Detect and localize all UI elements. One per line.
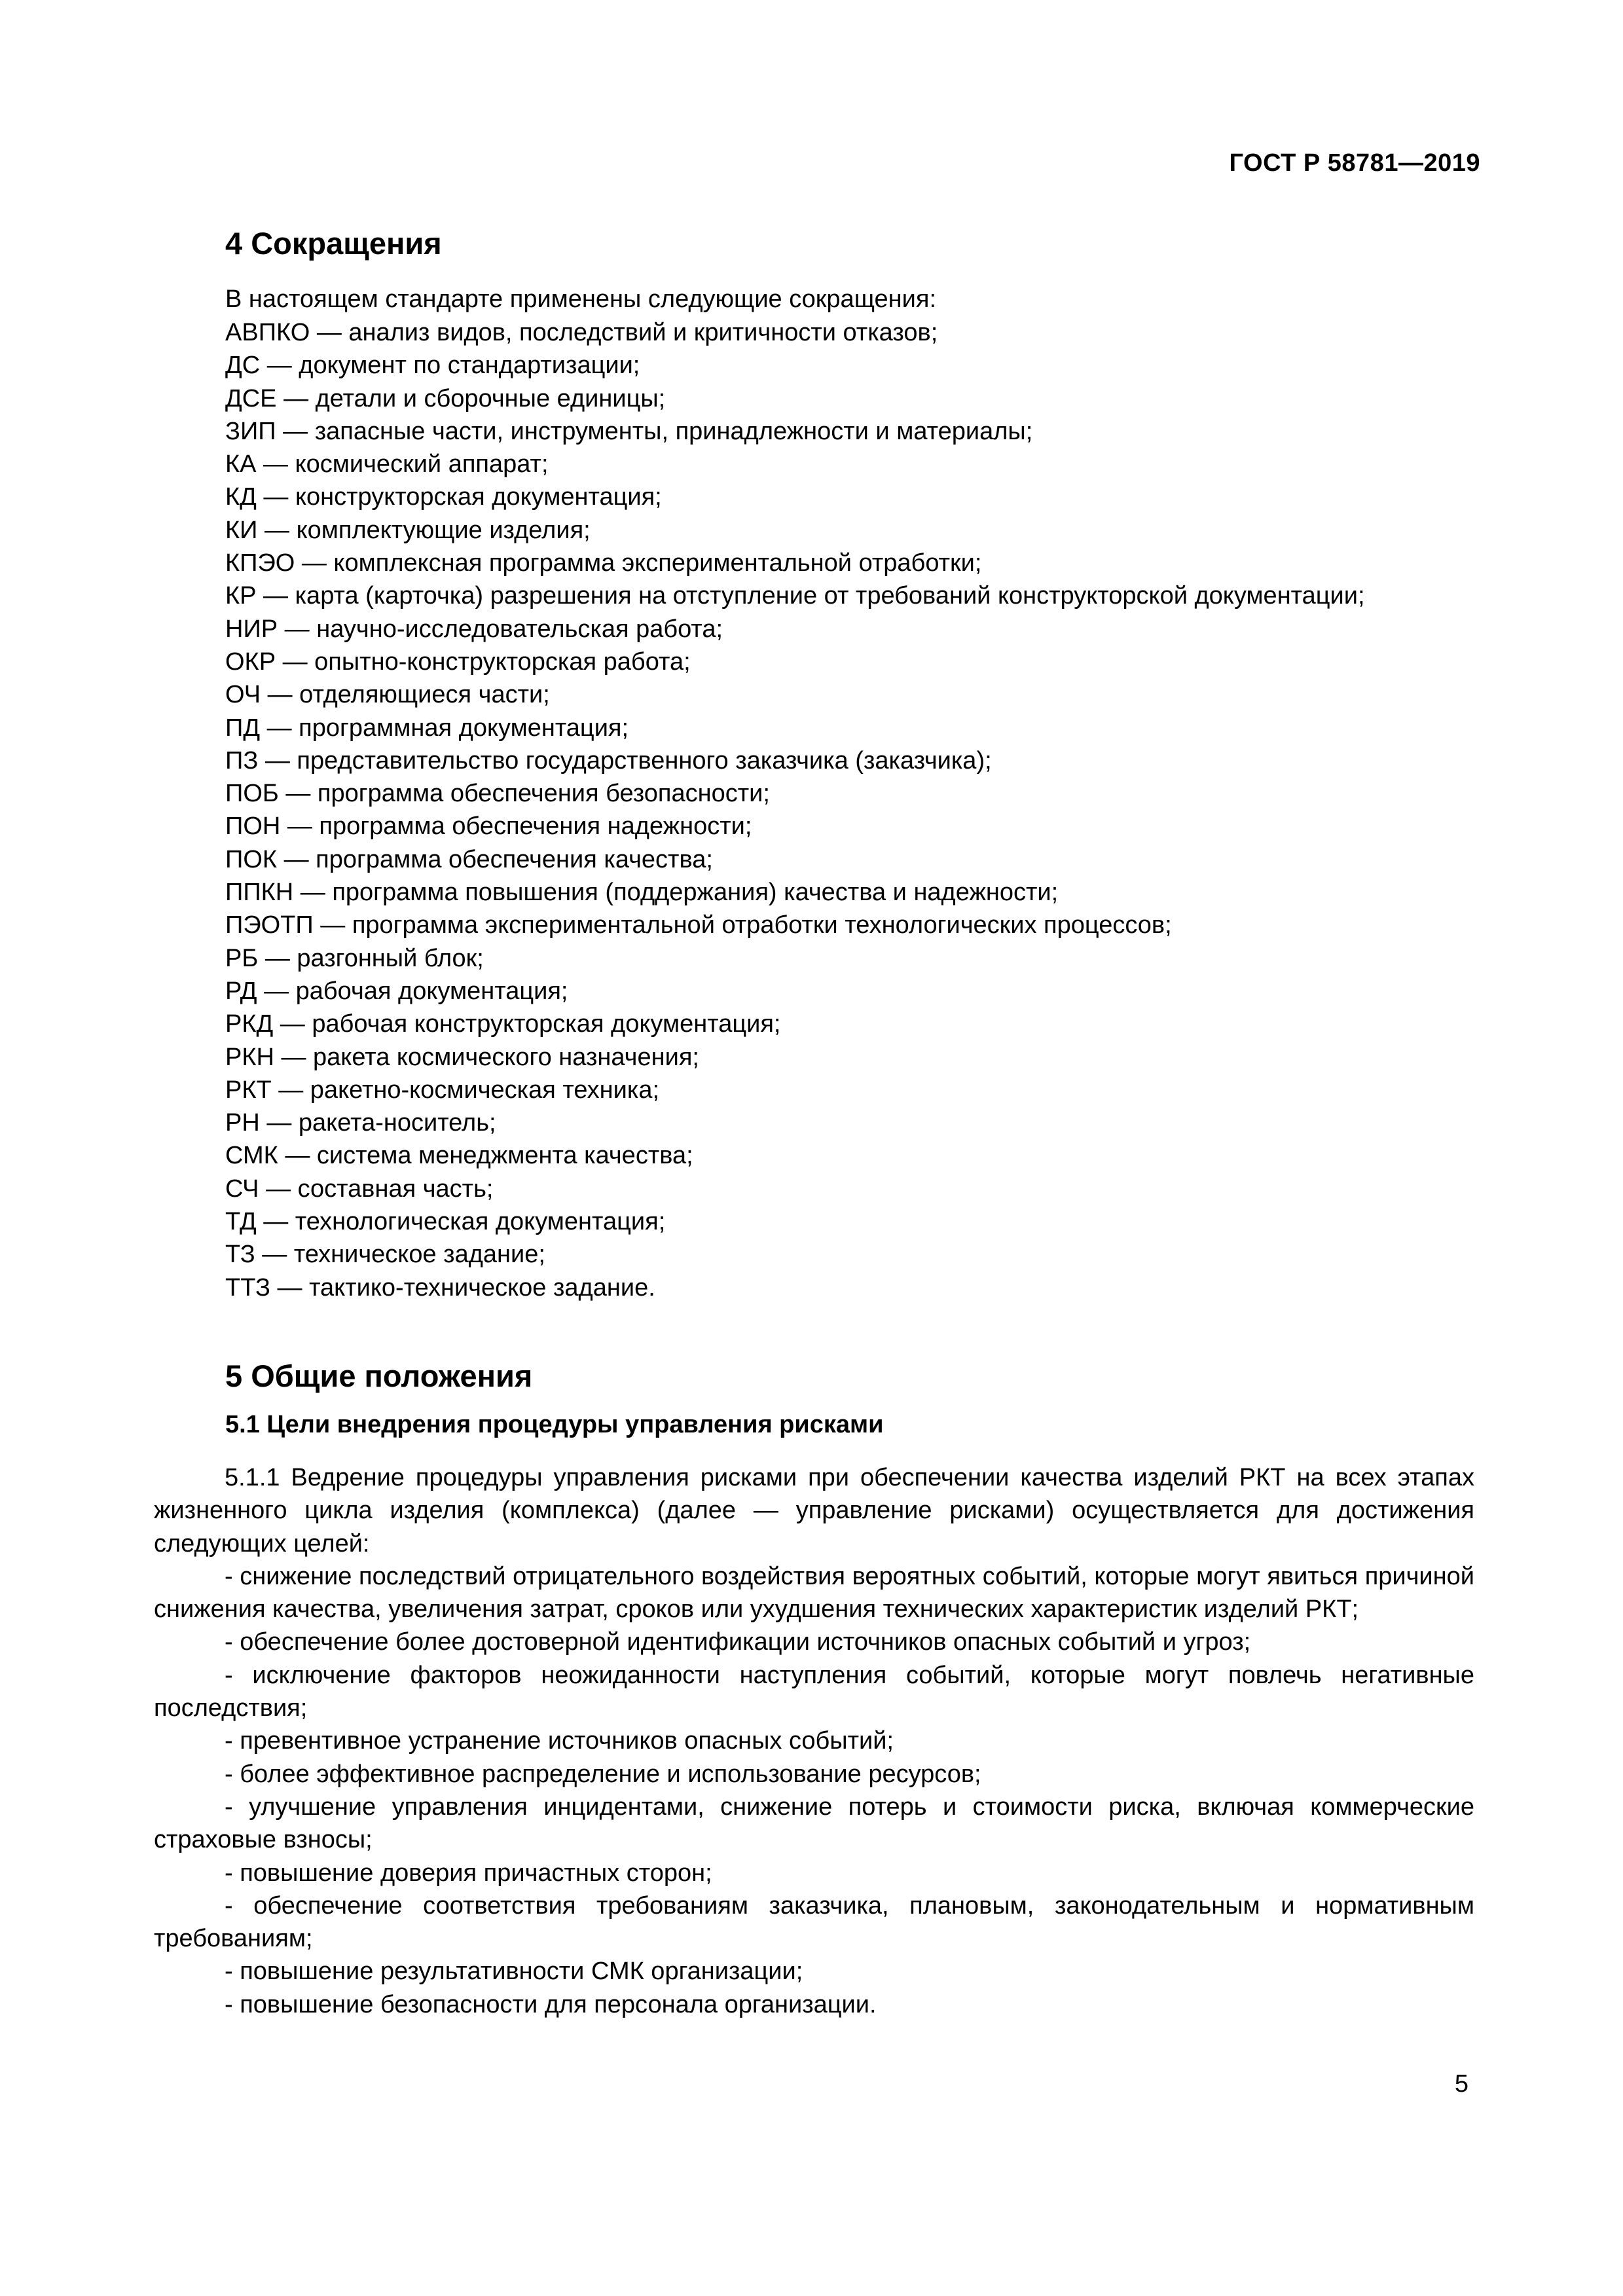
abbreviation-item: ПЭОТП — программа экспериментальной отработки технологических процессов; — [225, 911, 1172, 939]
abbreviation-item: СЧ — составная часть; — [225, 1175, 494, 1203]
abbreviation-item: РКН — ракета космического назначения; — [225, 1043, 699, 1071]
abbreviation-item: ДС — документ по стандартизации; — [225, 352, 640, 380]
subsection-5-1-title: 5.1 Цели внедрения процедуры управления рисками — [225, 1411, 884, 1438]
abbreviation-item: ТТЗ — тактико-техническое задание. — [225, 1273, 655, 1302]
goal-item: - превентивное устранение источников опасных событий; — [225, 1727, 894, 1755]
goal-item: - более эффективное распределение и использование ресурсов; — [225, 1760, 981, 1788]
section-5-body — [154, 1461, 1474, 2021]
goal-item: - повышение безопасности для персонала организации. — [225, 1990, 877, 2018]
goal-item: - снижение последствий отрицательного воздействия вероятных событий, которые могут явиться причиной снижения качества, увеличения затрат, сроков или ухудшения технических характеристик изделий РКТ; — [154, 1562, 1474, 1624]
page-number: 5 — [1454, 2070, 1468, 2098]
abbreviation-item: ТЗ — техническое задание; — [225, 1241, 545, 1269]
abbreviation-item: ДСЕ — детали и сборочные единицы; — [225, 384, 666, 412]
abbreviation-item: РН — ракета-носитель; — [225, 1109, 496, 1137]
abbreviation-item: ПЗ — представительство государственного заказчика (заказчика); — [225, 746, 992, 774]
goal-item: - повышение доверия причастных сторон; — [225, 1859, 712, 1887]
goals-list — [154, 1560, 1474, 2021]
abbreviation-item: ТД — технологическая документация; — [225, 1208, 666, 1236]
section-5-title: 5 Общие положения — [225, 1358, 533, 1393]
abbreviation-item: ОКР — опытно-конструкторская работа; — [225, 647, 691, 676]
goal-item: - исключение факторов неожиданности наступления событий, которые могут повлечь негативные последствия; — [154, 1661, 1474, 1722]
abbreviations-list — [225, 316, 1365, 1304]
abbreviation-item: ПОН — программа обеспечения надежности; — [225, 812, 752, 841]
abbreviation-item: АВПКО — анализ видов, последствий и критичности отказов; — [225, 319, 938, 346]
abbreviation-item: КД — конструкторская документация; — [225, 483, 662, 511]
abbreviation-item: КИ — комплектующие изделия; — [225, 516, 591, 544]
abbreviation-item: РД — рабочая документация; — [225, 977, 568, 1005]
abbreviation-item: КР — карта (карточка) разрешения на отступление от требований конструкторской документации; — [225, 582, 1365, 610]
abbreviations-intro: В настоящем стандарте применены следующие сокращения: — [225, 285, 937, 313]
abbreviation-item: ПОБ — программа обеспечения безопасности; — [225, 780, 770, 808]
abbreviation-item: ППКН — программа повышения (поддержания) качества и надежности; — [225, 879, 1059, 907]
document-code: ГОСТ Р 58781—2019 — [1229, 149, 1480, 177]
abbreviation-item: ПОК — программа обеспечения качества; — [225, 845, 713, 873]
abbreviation-item: РКТ — ракетно-космическая техника; — [225, 1076, 660, 1104]
paragraph-5-1-1: 5.1.1 Ведрение процедуры управления рисками при обеспечении качества изделий РКТ на всех этапах жизненного цикла изделия (комплекса) (далее — управление рисками) осуществляется для достижения следующих целей: — [154, 1464, 1474, 1558]
abbreviation-item: КА — космический аппарат; — [225, 450, 549, 479]
abbreviation-item: КПЭО — комплексная программа экспериментальной отработки; — [225, 549, 982, 577]
abbreviation-item: ПД — программная документация; — [225, 714, 629, 742]
goal-item: - улучшение управления инцидентами, снижение потерь и стоимости риска, включая коммерческие страховые взносы; — [154, 1793, 1474, 1854]
goal-item: - повышение результативности СМК организации; — [225, 1958, 803, 1986]
goal-item: - обеспечение соответствия требованиям заказчика, плановым, законодательным и нормативным требованиям; — [154, 1891, 1474, 1953]
abbreviation-item: ОЧ — отделяющиеся части; — [225, 681, 550, 709]
abbreviation-item: СМК — система менеджмента качества; — [225, 1142, 693, 1170]
abbreviation-item: ЗИП — запасные части, инструменты, принадлежности и материалы; — [225, 417, 1033, 445]
abbreviation-item: РКД — рабочая конструкторская документация; — [225, 1010, 781, 1038]
goal-item: - обеспечение более достоверной идентификации источников опасных событий и угроз; — [225, 1628, 1251, 1656]
abbreviation-item: РБ — разгонный блок; — [225, 944, 484, 972]
section-4-title: 4 Сокращения — [225, 226, 442, 261]
abbreviation-item: НИР — научно-исследовательская работа; — [225, 615, 723, 643]
